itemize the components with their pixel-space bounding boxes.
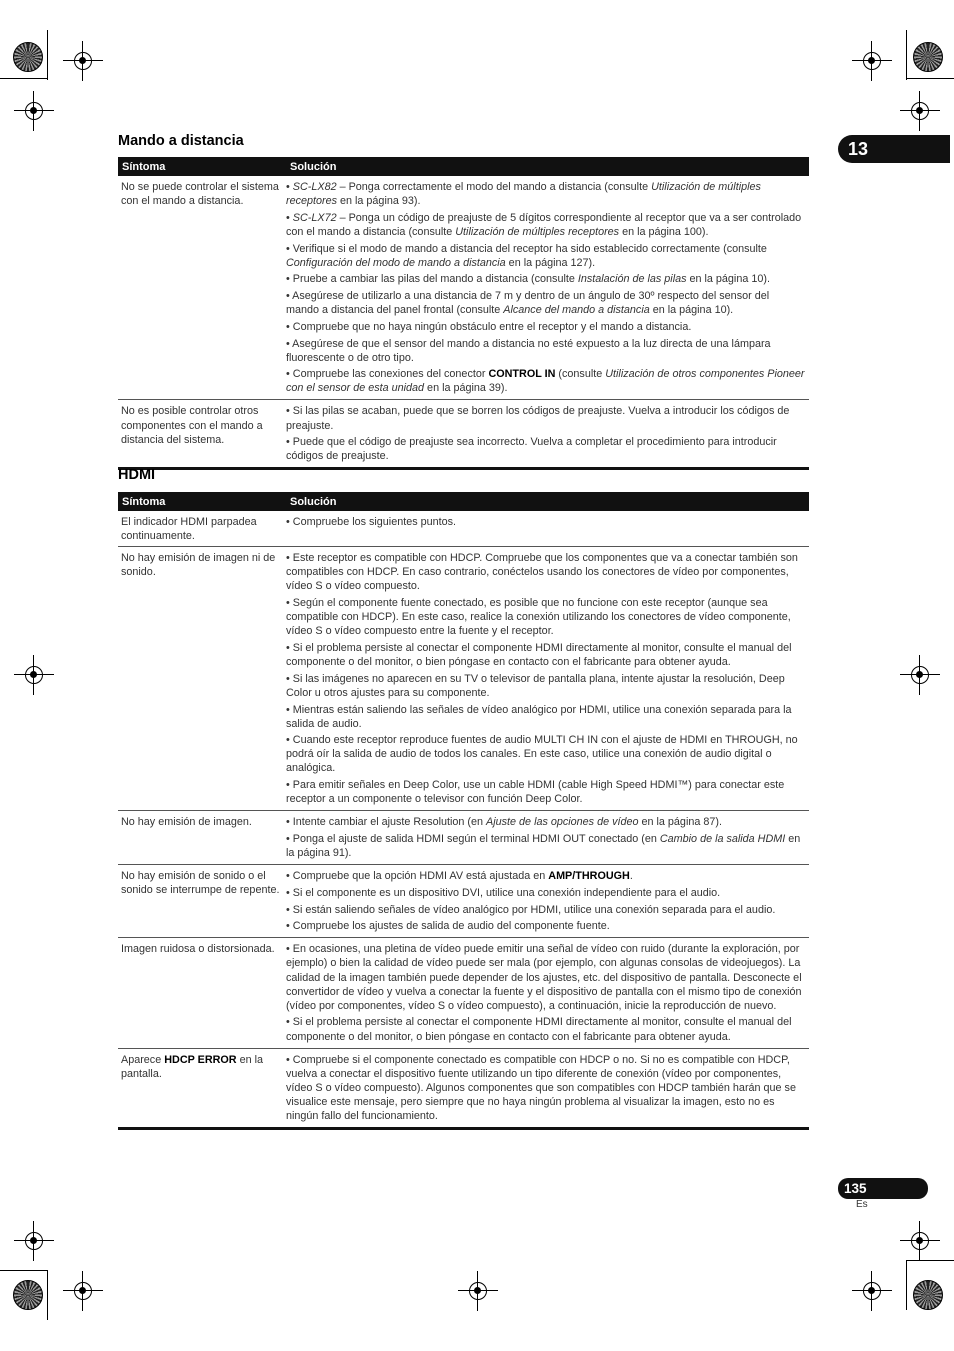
table-row <box>118 938 809 1048</box>
solution-item: • Si las imágenes no aparecen en su TV o televisor de pantalla plana, intente ajustar la resolución, Deep Color u otros ajustes para su componente. <box>286 672 785 699</box>
solution-cell <box>286 547 809 810</box>
symptom-cell: Imagen ruidosa o distorsionada. <box>121 943 275 956</box>
troubleshooting-table <box>118 157 809 470</box>
header-symptom: Síntoma <box>122 495 166 508</box>
solution-item: • Este receptor es compatible con HDCP. Compruebe que los componentes que va a conectar también son compatibles con HDCP. En caso contrario, conéctelos usando los conectores de vídeo por componentes, vídeo S o vídeo compuesto. <box>286 552 798 593</box>
chapter-tab: 13 <box>838 135 950 163</box>
solution-cell <box>286 176 809 399</box>
solution-item: • Para emitir señales en Deep Color, use un cable HDMI (cable High Speed HDMI™) para conectar este receptor a un componente o televisor con función Deep Color. <box>286 779 785 806</box>
header-solution: Solución <box>290 495 337 508</box>
symptom-cell: El indicador HDMI parpadea continuamente. <box>121 516 257 543</box>
solution-item: • Si el problema persiste al conectar el componente HDMI directamente al monitor, consulte el manual del componente o del monitor, o bien póngase en contacto con el fabricante para obtener ayuda. <box>286 641 792 669</box>
section-title: HDMI <box>118 467 156 483</box>
solution-cell <box>286 811 809 864</box>
solution-item: • Intente cambiar el ajuste Resolution (en Ajuste de las opciones de vídeo en la página 87). <box>286 816 722 829</box>
crosshair-mark <box>900 1221 940 1261</box>
crosshair-mark <box>14 91 54 131</box>
solution-item: • Si el problema persiste al conectar el componente HDMI directamente al monitor, consulte el manual del componente o del monitor, o bien póngase en contacto con el fabricante para obtener ayuda. <box>286 1016 792 1043</box>
solution-item: • Si el componente es un dispositivo DVI, utilice una conexión independiente para el audio. <box>286 886 721 899</box>
solution-item: • Compruebe los siguientes puntos. <box>286 516 457 528</box>
table-header <box>118 157 809 176</box>
table-row <box>118 547 809 811</box>
crosshair-mark <box>63 1271 103 1311</box>
crosshair-mark <box>900 655 940 695</box>
solution-item: • SC-LX82 – Ponga correctamente el modo del mando a distancia (consulte Utilización de múltiples receptores en la página 93). <box>286 181 761 208</box>
crosshair-mark <box>900 91 940 131</box>
crosshair-mark <box>14 1221 54 1261</box>
trim-line <box>47 30 48 80</box>
table-row <box>118 811 809 865</box>
solution-item: • Compruebe si el componente conectado es compatible con HDCP o no. Si no es compatible con HDCP, vuelva a conectar el dispositivo fuente utilizando un tipo diferente de conexión (vídeo por componentes, vídeo S o vídeo compuesto). Algunos componentes que son compatibles con HDCP también harán que se visualice este mensaje, pero siempre que no haya ningún problema al visualizar la imagen, esto no es ningún fallo del funcionamiento. <box>286 1053 796 1122</box>
solution-cell <box>286 400 809 467</box>
troubleshooting-table <box>118 492 809 1130</box>
solution-item: • Según el componente fuente conectado, es posible que no funcione con este receptor (aunque sea compatible con HDCP). En este caso, realice la conexión utilizando los conectores de vídeo componente, vídeo S o vídeo compuesto entre la fuente y el receptor. <box>286 597 791 638</box>
solution-cell <box>286 511 809 546</box>
solution-item: • Asegúrese de utilizarlo a una distancia de 7 m y dentro de un ángulo de 30º respecto del sensor del mando a distancia del panel frontal (consulte Alcance del mando a distancia en la página 10). <box>286 290 770 317</box>
registration-disc <box>13 1280 43 1310</box>
symptom-cell: No hay emisión de imagen. <box>121 816 252 829</box>
table-row <box>118 1049 809 1130</box>
solution-item: • Pruebe a cambiar las pilas del mando a distancia (consulte Instalación de las pilas en la página 10). <box>286 273 770 286</box>
symptom-cell: No se puede controlar el sistema con el mando a distancia. <box>121 181 279 208</box>
crosshair-mark <box>852 41 892 81</box>
solution-item: • Si las pilas se acaban, puede que se borren los códigos de preajuste. Vuelva a introducir los códigos de preajuste. <box>286 405 790 432</box>
solution-cell <box>286 865 809 937</box>
registration-disc <box>13 42 43 72</box>
symptom-cell: No es posible controlar otros componentes con el mando a distancia del sistema. <box>121 405 263 446</box>
solution-item: • SC-LX72 – Ponga un código de preajuste de 5 dígitos correspondiente al receptor que va a ser controlado con el mando a distancia (consulte Utilización de múltiples receptores en la página 100). <box>286 211 802 238</box>
table-row <box>118 865 809 938</box>
solution-item: • Cuando este receptor reproduce fuentes de audio MULTI CH IN con el ajuste de HDMI en THROUGH, no podrá oír la salida de audio de todos los canales. En este caso, utilice una conexión de audio digital o analógica. <box>286 734 798 775</box>
solution-item: • Puede que el código de preajuste sea incorrecto. Vuelva a completar el procedimiento para introducir códigos de preajuste. <box>286 436 777 463</box>
crosshair-mark <box>14 655 54 695</box>
table-row <box>118 511 809 547</box>
trim-line <box>906 1260 954 1261</box>
solution-item: • Asegúrese de que el sensor del mando a distancia no esté expuesto a la luz directa de una lámpara fluorescente o de otro tipo. <box>286 337 771 364</box>
section-title: Mando a distancia <box>118 133 244 149</box>
header-solution: Solución <box>290 160 337 173</box>
solution-item: • Compruebe los ajustes de salida de audio del componente fuente. <box>286 920 610 933</box>
trim-line <box>906 78 954 79</box>
solution-cell <box>286 1049 809 1127</box>
language-code: Es <box>856 1199 868 1210</box>
trim-line <box>47 1270 48 1320</box>
solution-item: • Si están saliendo señales de vídeo analógico por HDMI, utilice una conexión separada para el audio. <box>286 903 776 916</box>
crosshair-mark <box>63 41 103 81</box>
solution-item: • Compruebe que la opción HDMI AV está ajustada en AMP/THROUGH. <box>286 870 633 883</box>
page-number: 135 <box>838 1178 928 1199</box>
crosshair-mark <box>458 1271 498 1311</box>
registration-disc <box>913 1280 943 1310</box>
trim-line <box>0 78 48 79</box>
table-row <box>118 400 809 470</box>
trim-line <box>906 1260 907 1310</box>
symptom-cell: No hay emisión de sonido o el sonido se interrumpe de repente. <box>121 870 280 897</box>
symptom-cell: No hay emisión de imagen ni de sonido. <box>121 552 276 579</box>
solution-item: • Mientras están saliendo las señales de vídeo analógico por HDMI, utilice una conexión separada para la salida de audio. <box>286 703 792 730</box>
table-header <box>118 492 809 511</box>
crosshair-mark <box>852 1271 892 1311</box>
header-symptom: Síntoma <box>122 160 166 173</box>
symptom-cell: Aparece HDCP ERROR en la pantalla. <box>121 1053 264 1080</box>
solution-item: • Ponga el ajuste de salida HDMI según el terminal HDMI OUT conectado (en Cambio de la salida HDMI en la página 91). <box>286 833 801 860</box>
registration-disc <box>913 42 943 72</box>
solution-cell <box>286 938 809 1047</box>
trim-line <box>906 30 907 80</box>
table-row <box>118 176 809 400</box>
solution-item: • Compruebe las conexiones del conector CONTROL IN (consulte Utilización de otros componentes Pioneer con el sensor de esta unidad en la página 39). <box>286 368 805 395</box>
solution-item: • En ocasiones, una pletina de vídeo puede emitir una señal de vídeo con ruido (durante la exploración, por ejemplo) o bien la calidad de vídeo puede ser mala (por ejemplo, con algunas consolas de videojuegos). La calidad de la imagen también puede depender de los ajustes, etc. del dispositivo de pantalla. Desconecte el convertidor de vídeo y vuelva a conectar la fuente y el dispositivo de pantalla con el mismo tipo de conexión (vídeo por componentes, vídeo S o vídeo compuesto), a continuación, inicie la reproducción de nuevo. <box>286 943 802 1012</box>
trim-line <box>0 1270 48 1271</box>
solution-item: • Verifique si el modo de mando a distancia del receptor ha sido establecido correctamente (consulte Configuración del modo de mando a distancia en la página 127). <box>286 242 767 269</box>
solution-item: • Compruebe que no haya ningún obstáculo entre el receptor y el mando a distancia. <box>286 320 692 333</box>
